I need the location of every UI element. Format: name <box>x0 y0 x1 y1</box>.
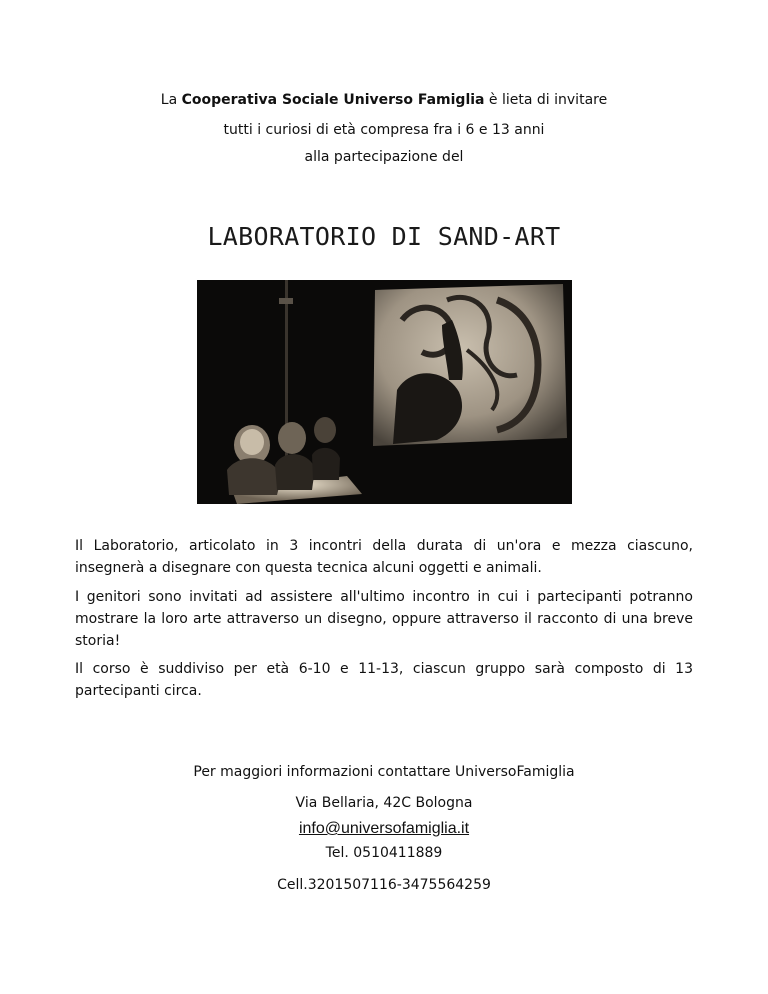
intro-suffix: è lieta di invitare <box>484 92 608 108</box>
contact-address: Via Bellaria, 42C Bologna <box>295 795 473 811</box>
intro-line-1 <box>0 91 768 109</box>
paragraph-groups: Il corso è suddiviso per età 6-10 e 11-13, ciascun gruppo sarà composto di 13 partecipanti circa. <box>75 661 693 699</box>
email-link[interactable]: info@universofamiglia.it <box>298 820 470 837</box>
contact-intro: Per maggiori informazioni contattare UniversoFamiglia <box>193 764 575 780</box>
intro-line-2: tutti i curiosi di età compresa fra i 6 e 13 anni <box>223 122 545 138</box>
page-title: LABORATORIO DI SAND-ART <box>207 222 561 251</box>
sand-art-photo <box>197 280 572 504</box>
contact-email-line <box>0 819 768 839</box>
contact-mobile: Cell.3201507116-3475564259 <box>277 877 491 893</box>
intro-prefix: La <box>160 92 182 108</box>
paragraph-parents: I genitori sono invitati ad assistere all'ultimo incontro in cui i partecipanti potranno mostrare la loro arte attraverso un disegno, oppure attraverso il racconto di una breve storia! <box>75 589 693 649</box>
paragraph-schedule: Il Laboratorio, articolato in 3 incontri della durata di un'ora e mezza ciascuno, insegnerà a disegnare con questa tecnica alcuni oggetti e animali. <box>75 538 693 576</box>
intro-line-3: alla partecipazione del <box>304 149 464 165</box>
contact-phone: Tel. 0510411889 <box>325 845 443 861</box>
organization-name: Cooperativa Sociale Universo Famiglia <box>181 92 485 108</box>
sand-art-performance-photo-icon <box>197 280 572 504</box>
